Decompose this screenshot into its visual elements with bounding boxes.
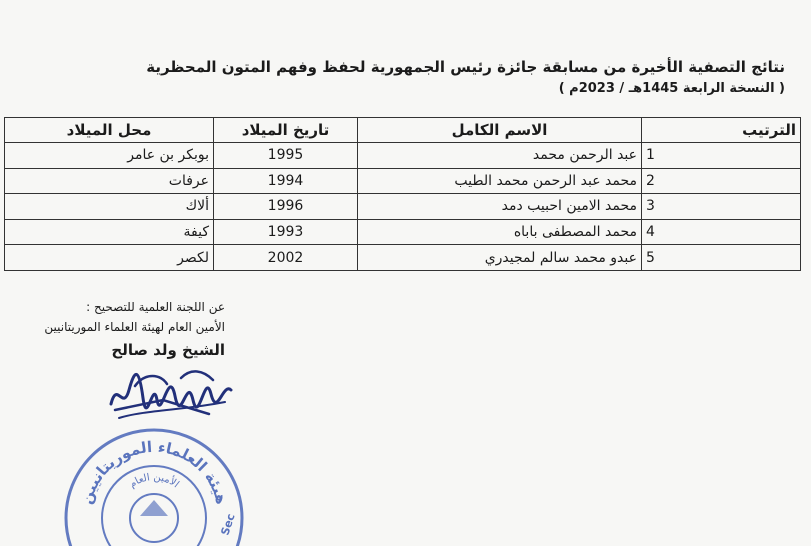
table-header-row	[5, 118, 801, 143]
cell-name: عبد الرحمن محمد	[358, 143, 642, 169]
signatory-name: الشيخ ولد صالح	[111, 341, 225, 359]
stamp-arc-text: هيئة العلماء الموريتانيين	[77, 437, 231, 507]
svg-text:الأمين العام	[127, 472, 180, 491]
table-row	[5, 245, 801, 271]
cell-birth-place: بوبكر بن عامر	[5, 143, 214, 169]
cell-rank: 5	[642, 245, 801, 271]
cell-name: محمد عبد الرحمن محمد الطيب	[358, 168, 642, 194]
header-rank: الترتيب	[642, 118, 801, 143]
table-row	[5, 168, 801, 194]
table-row	[5, 219, 801, 245]
cell-birth-date: 1996	[214, 194, 358, 220]
official-stamp	[58, 396, 248, 546]
cell-birth-place: ألاك	[5, 194, 214, 220]
header-birth-place: محل الميلاد	[5, 118, 214, 143]
cell-birth-date: 1994	[214, 168, 358, 194]
signature-line-title: الأمين العام لهيئة العلماء الموريتانيين	[44, 320, 225, 334]
header-birth-date: تاريخ الميلاد	[214, 118, 358, 143]
cell-birth-date: 2002	[214, 245, 358, 271]
signature-line-committee: عن اللجنة العلمية للتصحيح :	[86, 300, 225, 314]
stamp-inner-text: الأمين العام	[127, 471, 181, 491]
cell-rank: 4	[642, 219, 801, 245]
results-table	[4, 117, 801, 271]
header-name: الاسم الكامل	[358, 118, 642, 143]
cell-name: عبدو محمد سالم لمجيدري	[358, 245, 642, 271]
cell-name: محمد المصطفى باباه	[358, 219, 642, 245]
cell-birth-place: لكصر	[5, 245, 214, 271]
document-subtitle: ( النسخة الرابعة 1445هـ / 2023م )	[558, 81, 785, 96]
cell-name: محمد الامين احبيب دمد	[358, 194, 642, 220]
stamp-side-text: Sec	[218, 512, 238, 537]
cell-birth-date: 1995	[214, 143, 358, 169]
cell-rank: 3	[642, 194, 801, 220]
cell-birth-place: كيفة	[5, 219, 214, 245]
stamp-emblem-icon	[140, 500, 168, 516]
table-row	[5, 194, 801, 220]
document-title: نتائج التصفية الأخيرة من مسابقة جائزة رئيس الجمهورية لحفظ وفهم المتون المحظرية	[146, 58, 785, 76]
cell-rank: 2	[642, 168, 801, 194]
cell-birth-date: 1993	[214, 219, 358, 245]
cell-birth-place: عرفات	[5, 168, 214, 194]
table-row	[5, 143, 801, 169]
cell-rank: 1	[642, 143, 801, 169]
